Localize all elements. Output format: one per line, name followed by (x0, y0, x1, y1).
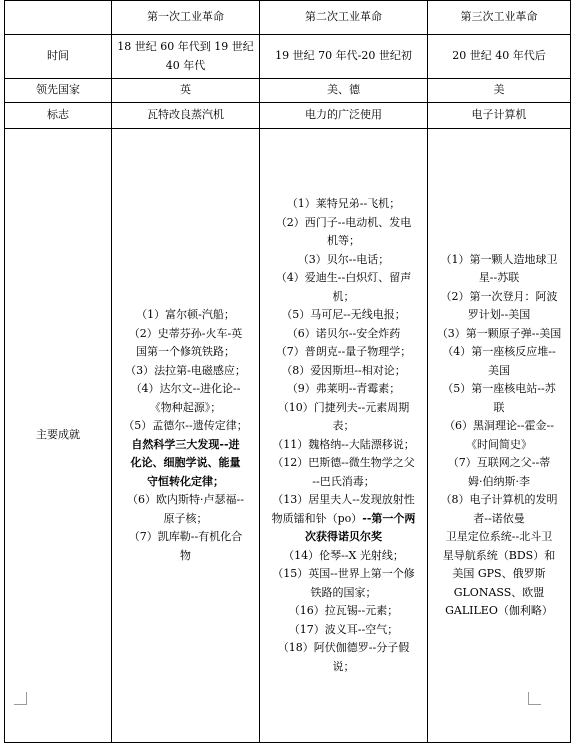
achievement-line: （2）西门子--电动机、发电 (275, 215, 412, 229)
achievement-line: （3）法拉第-电磁感应； (125, 363, 246, 377)
achievement-line: --巴氏消毒； (312, 474, 375, 488)
table-row-symbol (5, 103, 571, 129)
achievement-line: 联 (493, 400, 505, 414)
achievement-line: （18）阿伏伽德罗--分子假 (277, 641, 410, 654)
achievement-line: （6）欧内斯特·卢瑟福-- (127, 493, 244, 506)
achievement-line: 说； (332, 659, 355, 673)
achievement-line: 自然科学三大发现--进 (131, 437, 240, 451)
achievement-line: （4）达尔文--进化论-- (130, 382, 241, 395)
achievement-line: 守恒转化定律； (147, 474, 224, 488)
table-row-time (5, 35, 571, 79)
achievement-line: 化论、细胞学说、能量 (130, 456, 241, 469)
achievement-line: （15）英国--世界上第一个修 (272, 567, 415, 580)
achievement-line: （4）爱迪生--白炽灯、留声 (275, 271, 412, 284)
header-cell-second-revolution: 第二次工业革命 (260, 1, 428, 35)
industrial-revolution-table (4, 0, 571, 743)
achievement-line: （7）互联网之父--蒂 (447, 456, 551, 469)
achievement-line: （17）波义耳--空气； (288, 622, 399, 636)
achievement-line: 者--诺依曼 (473, 511, 525, 525)
achievement-line: （13）居里夫人--发现放射性 (272, 493, 415, 506)
achievement-line: （5）第一座核电站--苏 (442, 382, 556, 395)
achievement-line: （6）黑洞理论--霍金-- (444, 419, 554, 432)
achievement-line: （2）第一次登月：阿波 (440, 289, 558, 303)
row-label-leading-country: 领先国家 (5, 79, 112, 103)
achievement-line: （8）爱因斯坦--相对论； (281, 363, 406, 377)
achievement-line: （2）史蒂芬孙-火车-英 (128, 326, 243, 340)
row-label-time: 时间 (5, 35, 112, 79)
achievement-line: 美国 (488, 363, 510, 377)
achievement-line: 《物种起源》； (149, 400, 222, 414)
achievement-line: （5）马可尼--无线电报； (281, 308, 406, 321)
achievement-line: （10）门捷列夫--元素周期 (277, 400, 410, 414)
achievement-line: （1）第一颗人造地球卫 (440, 252, 558, 266)
table-row-achievements (5, 129, 571, 743)
cell-time-first: 18 世纪 60 年代到 19 世纪 40 年代 (112, 35, 260, 79)
header-cell-empty (5, 1, 112, 35)
achievement-line: 姆·伯纳斯·李 (468, 474, 530, 488)
row-label-achievements: 主要成就 (5, 129, 112, 743)
achievement-line: 国第一个修筑铁路； (136, 345, 235, 358)
achievement-line: 机； (332, 289, 355, 303)
achievement-line: （1）富尔顿-汽船； (136, 308, 235, 321)
row-label-symbol: 标志 (5, 103, 112, 129)
achievement-text-normal: 物质镭和钋（po） (271, 511, 363, 525)
cell-symbol-second: 电力的广泛使用 (260, 103, 428, 129)
achievement-line: 原子核； (163, 511, 208, 525)
achievement-line: （1）莱特兄弟--飞机； (286, 197, 401, 210)
achievement-line: （8）电子计算机的发明 (440, 493, 558, 506)
achievement-line: （12）巴斯德--微生物学之父 (272, 456, 415, 469)
table-row-leading-country (5, 79, 571, 103)
cell-time-third: 20 世纪 40 年代后 (428, 35, 571, 79)
achievement-line: 机等； (327, 234, 360, 247)
page-corner-mark-left (14, 692, 27, 705)
achievement-line: 美国 GPS、俄罗斯 (452, 567, 546, 580)
cell-symbol-first: 瓦特改良蒸汽机 (112, 103, 260, 129)
achievement-line: （7）普朗克--量子物理学； (275, 345, 412, 358)
achievement-line: （5）孟德尔--遗传定律； (123, 419, 248, 432)
achievement-line: （16）拉瓦锡--元素； (288, 604, 399, 617)
achievement-line: （9）弗莱明--青霉素； (286, 382, 401, 395)
cell-achievements-third (428, 129, 571, 743)
achievement-line: （3）第一颗原子弹--美国 (436, 326, 562, 340)
achievement-line: （6）诺贝尔--安全炸药 (286, 326, 401, 340)
header-cell-first-revolution: 第一次工业革命 (112, 1, 260, 35)
achievement-line: 铁路的国家； (310, 585, 377, 599)
table-header-row (5, 1, 571, 35)
achievement-line: GLONASS、欧盟 (453, 585, 545, 599)
achievement-line: GALILEO（伽利略） (445, 604, 553, 617)
achievement-line: 星导航系统（BDS）和 (442, 548, 556, 562)
cell-symbol-third: 电子计算机 (428, 103, 571, 129)
cell-achievements-second (260, 129, 428, 743)
achievement-line: （3）贝尔--电话； (297, 252, 390, 266)
achievement-line: （14）伦琴--X 光射线； (283, 548, 404, 562)
cell-country-first: 英 (112, 79, 260, 103)
achievement-line: （11）魏格纳--大陆漂移说； (272, 437, 415, 451)
achievement-text-bold: --第一个两 (362, 511, 416, 525)
cell-country-second: 美、德 (260, 79, 428, 103)
achievement-line: 次获得诺贝尔奖 (305, 530, 382, 543)
achievement-line: 物 (180, 548, 191, 562)
header-cell-third-revolution: 第三次工业革命 (428, 1, 571, 35)
achievement-line: 表； (332, 419, 355, 432)
cell-time-second: 19 世纪 70 年代-20 世纪初 (260, 35, 428, 79)
achievement-line: （7）凯库勒--有机化合 (128, 530, 243, 543)
cell-country-third: 美 (428, 79, 571, 103)
achievement-line: 星--苏联 (478, 271, 520, 284)
achievement-line: 罗计划--美国 (467, 308, 531, 321)
achievement-line: 卫星定位系统--北斗卫 (445, 530, 553, 543)
achievement-line: 《时间简史》 (466, 437, 532, 451)
page-corner-mark-right (528, 692, 541, 705)
achievement-line (264, 510, 423, 529)
cell-achievements-first (112, 129, 260, 743)
achievement-line: （4）第一座核反应堆-- (442, 345, 556, 358)
